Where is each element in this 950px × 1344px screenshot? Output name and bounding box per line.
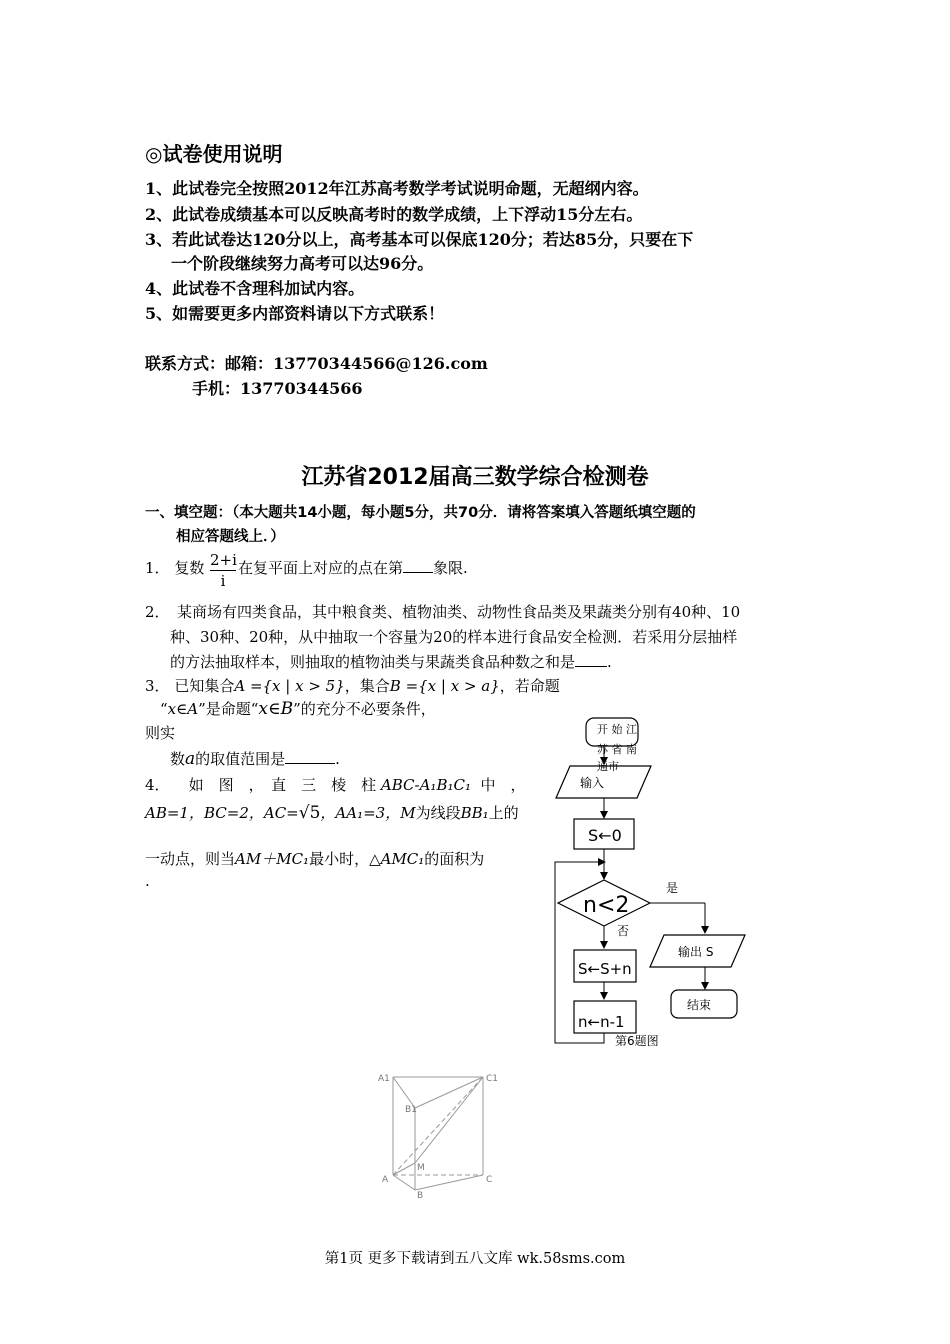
q1-text-pre: 复数 bbox=[174, 559, 205, 577]
q4-text-4: 上的 bbox=[488, 804, 519, 822]
q3-prop-a: x∈A bbox=[167, 700, 199, 718]
q4-text-2: 中 ， bbox=[480, 776, 526, 794]
q3-text-6: 数 bbox=[170, 750, 186, 768]
flowchart-figure bbox=[540, 712, 770, 1057]
q3-text-7: 的取值范围是 bbox=[195, 750, 286, 768]
q1-text bbox=[238, 557, 468, 578]
q3-set-b: B ={x | x > a} bbox=[389, 677, 500, 695]
notice-item-3-cont: 一个阶段继续努力高考可以达96分。 bbox=[171, 254, 434, 273]
q3-text-1: 已知集合 bbox=[174, 677, 235, 695]
flow-init-text: S←0 bbox=[588, 826, 622, 845]
question-4-line-3 bbox=[145, 848, 484, 869]
q2-answer-blank[interactable] bbox=[575, 652, 607, 667]
q4-lengths: AB=1，BC=2，AC= bbox=[145, 804, 299, 822]
flow-end-text: 结束 bbox=[687, 998, 712, 1012]
page-footer: 第1页 更多下载请到五八文库 wk.58sms.com bbox=[324, 1251, 626, 1267]
question-2-line-2: 种、30种、20种，从中抽取一个容量为20的样本进行食品安全检测．若采用分层抽样 bbox=[170, 628, 738, 646]
flow-start-text-2: 苏 省 南 bbox=[597, 743, 637, 756]
q3-set-a: A ={x | x > 5} bbox=[234, 677, 345, 695]
q4-segment: BB₁ bbox=[460, 804, 489, 822]
flow-caption: 第6题图 bbox=[615, 1034, 659, 1048]
q4-point-m: M bbox=[400, 804, 416, 822]
flow-input-text: 输入 bbox=[580, 776, 605, 790]
q4-text-1: 如 图 ， 直 三 棱 柱 bbox=[188, 776, 377, 794]
section1-instructions-cont: 相应答题线上．） bbox=[176, 529, 285, 545]
q1-fraction bbox=[210, 550, 236, 591]
q2-end: . bbox=[607, 653, 612, 671]
q1-number: 1． bbox=[145, 559, 170, 577]
q1-fraction-denominator: i bbox=[220, 572, 226, 590]
notice-item-4: 4、此试卷不含理科加试内容。 bbox=[145, 279, 365, 298]
q4-aa1: ，AA₁=3， bbox=[320, 804, 401, 822]
question-4-line-1 bbox=[145, 774, 526, 795]
prism-label-b1: B1 bbox=[405, 1105, 417, 1115]
question-4-line-2 bbox=[145, 802, 519, 823]
prism-label-a1: A1 bbox=[378, 1074, 390, 1084]
q3-answer-blank[interactable] bbox=[285, 749, 335, 764]
notice-title: ◎试卷使用说明 bbox=[145, 142, 283, 166]
prism-label-c1: C1 bbox=[486, 1074, 499, 1084]
flow-output-text: 输出 S bbox=[678, 945, 714, 959]
q1-answer-blank[interactable] bbox=[403, 558, 433, 573]
flow-body2-text: n←n-1 bbox=[578, 1013, 625, 1031]
flow-no-label: 否 bbox=[617, 924, 630, 938]
q4-sqrt5: √5 bbox=[298, 803, 321, 823]
question-4-line-4: . bbox=[145, 872, 150, 890]
q3-text-5: ”的充分不必要条件， bbox=[293, 700, 436, 718]
prism-label-m: M bbox=[417, 1163, 425, 1173]
q3-text-2: ，集合 bbox=[344, 677, 390, 695]
notice-item-1: 1、此试卷完全按照2012年江苏高考数学考试说明命题，无超纲内容。 bbox=[145, 179, 649, 198]
q3-end: . bbox=[335, 750, 340, 768]
flow-start-text-1: 开 始 江 bbox=[597, 723, 637, 736]
q4-text-6: 最小时，△ bbox=[309, 850, 381, 868]
q2-text: 的方法抽取样本，则抽取的植物油类与果蔬类食品种数之和是 bbox=[170, 653, 576, 671]
q3-text-3: ，若命题 bbox=[499, 677, 560, 695]
q4-text-3: 为线段 bbox=[415, 804, 461, 822]
phone-line bbox=[192, 376, 362, 399]
q3-quote-open: “ bbox=[160, 700, 168, 718]
notice-item-5: 5、如需要更多内部资料请以下方式联系！ bbox=[145, 304, 445, 323]
notice-item-2: 2、此试卷成绩基本可以反映高考时的数学成绩，上下浮动15分左右。 bbox=[145, 205, 643, 224]
prism-label-a: A bbox=[382, 1175, 389, 1185]
q4-text-7: 的面积为 bbox=[424, 850, 485, 868]
phone-number: 13770344566 bbox=[240, 379, 363, 398]
phone-label: 手机： bbox=[192, 379, 241, 398]
prism-label-c: C bbox=[486, 1175, 493, 1185]
q3-var-a: a bbox=[185, 749, 196, 769]
flow-body1-text: S←S+n bbox=[578, 960, 632, 978]
contact-line bbox=[145, 351, 488, 374]
prism-figure bbox=[370, 1064, 500, 1204]
flow-yes-label: 是 bbox=[666, 881, 679, 895]
flow-condition-text: n<2 bbox=[583, 893, 630, 918]
question-3-line-1 bbox=[145, 675, 560, 696]
q4-triangle: AMC₁ bbox=[380, 850, 425, 868]
section1-instructions: 一、填空题：（本大题共14小题，每小题5分，共70分．请将答案填入答题纸填空题的 bbox=[145, 505, 696, 521]
question-2-line-3 bbox=[170, 651, 612, 672]
exam-title: 江苏省2012届高三数学综合检测卷 bbox=[301, 465, 649, 490]
contact-email: 13770344566@126.com bbox=[273, 354, 488, 373]
q4-prism: ABC-A₁B₁C₁ bbox=[380, 776, 471, 794]
q3-prop-b: x∈B bbox=[258, 699, 294, 719]
q1-text-end: 象限. bbox=[433, 559, 468, 577]
prism-label-b: B bbox=[417, 1191, 424, 1201]
q3-text-4: ”是命题“ bbox=[198, 700, 259, 718]
question-3-line-2 bbox=[160, 698, 436, 719]
q3-number: 3． bbox=[145, 677, 170, 695]
q4-text-5: 一动点，则当 bbox=[145, 850, 236, 868]
question-3-line-3: 则实 bbox=[145, 724, 176, 742]
q4-number: 4． bbox=[145, 776, 170, 794]
notice-item-3: 3、若此试卷达120分以上，高考基本可以保底120分；若达85分，只要在下 bbox=[145, 230, 694, 249]
q1-fraction-numerator: 2+i bbox=[210, 551, 237, 569]
q4-expr: AM＋MC₁ bbox=[235, 850, 310, 868]
flow-start-text-3: 通市 bbox=[597, 760, 619, 773]
contact-label: 联系方式：邮箱： bbox=[145, 354, 274, 373]
question-3-line-4 bbox=[170, 748, 340, 769]
question-1 bbox=[145, 557, 204, 578]
question-2-line-1: 2． 某商场有四类食品，其中粮食类、植物油类、动物性食品类及果蔬类分别有40种、10 bbox=[145, 603, 741, 621]
q1-text-post: 在复平面上对应的点在第 bbox=[238, 559, 404, 577]
